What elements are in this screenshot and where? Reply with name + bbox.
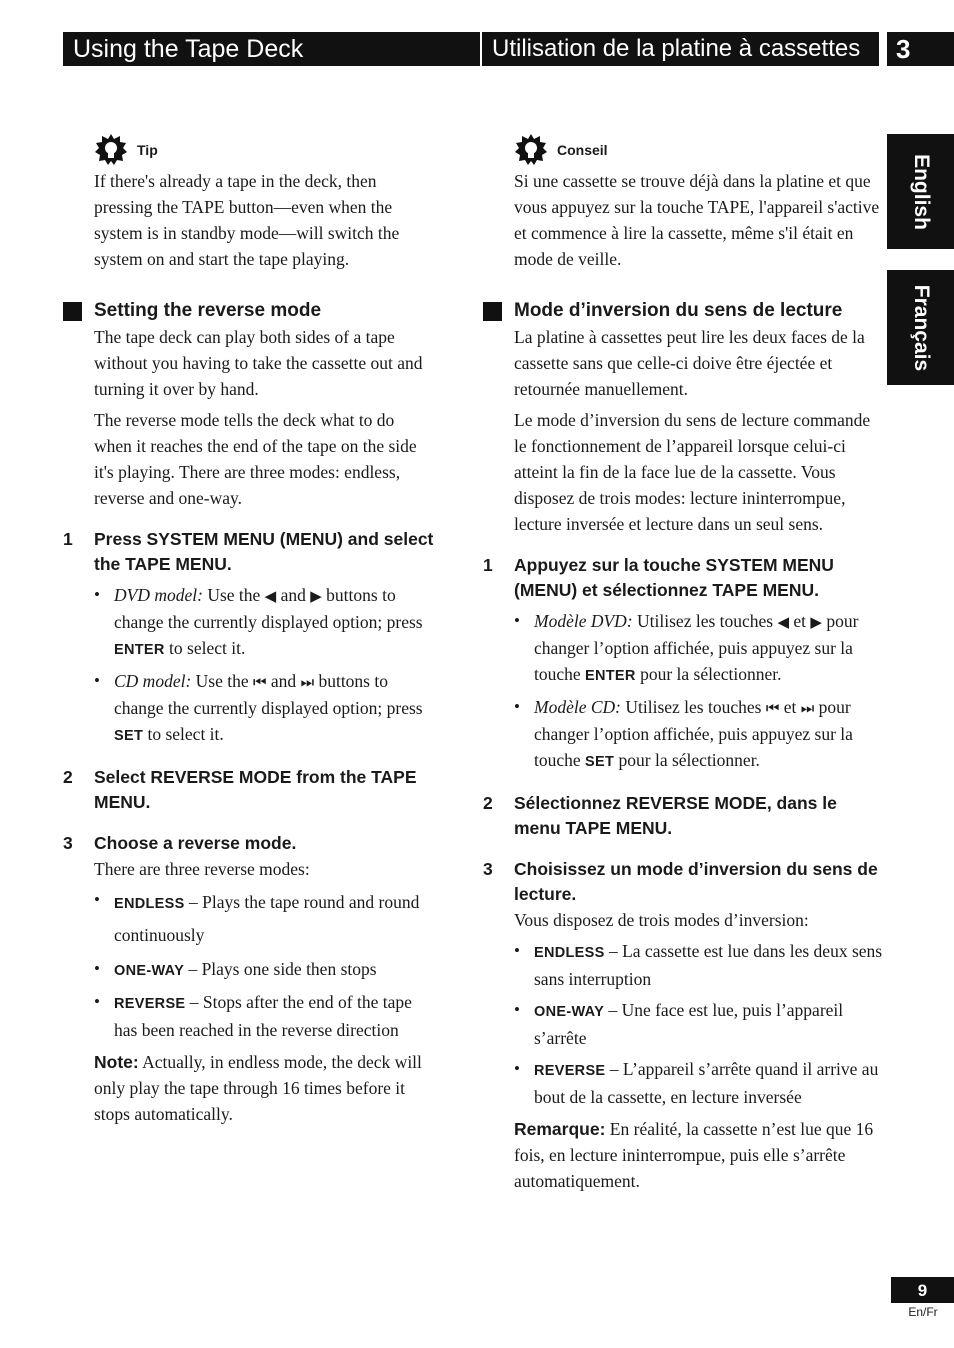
step-text: Press SYSTEM MENU (MENU) and select the TAPE MENU. (94, 529, 434, 574)
section-marker (63, 302, 82, 321)
note-label: Note: (94, 1052, 139, 1072)
language-tab-english (887, 134, 954, 249)
model-label: Modèle DVD: (534, 611, 633, 631)
step-text: Select REVERSE MODE from the TAPE MENU. (94, 767, 417, 812)
mode-key: REVERSE (114, 996, 186, 1012)
list-item: • ONE-WAY – Plays one side then stops (94, 959, 377, 979)
section-title: Mode d’inversion du sens de lecture (514, 300, 843, 321)
model-label: CD model: (114, 671, 192, 691)
step-text: Choose a reverse mode. (94, 833, 297, 853)
note-label: Remarque: (514, 1119, 606, 1139)
section-heading (63, 298, 435, 324)
section-title: Setting the reverse mode (94, 300, 322, 321)
tip-label: Tip (137, 142, 158, 158)
paragraph: La platine à cassettes peut lire les deux faces de la cassette sans que celle-ci doive être éjectée et retournée manuellement. (514, 327, 865, 399)
step-number: 1 (483, 555, 493, 575)
chapter-number: 3 (887, 32, 954, 66)
list-item: • ENDLESS – La cassette est lue dans les deux sens sans interruption (514, 941, 883, 989)
mode-key: REVERSE (534, 1063, 606, 1079)
model-label: Modèle CD: (534, 697, 621, 717)
key-label: ENTER (114, 642, 165, 658)
list-item: • ONE-WAY – Une face est lue, puis l’appareil s’arrête (514, 1000, 844, 1048)
right-arrow-icon: ▶ (310, 587, 322, 605)
mode-key: ONE-WAY (534, 1004, 605, 1020)
header-title-english: Using the Tape Deck (63, 32, 480, 66)
model-label: DVD model: (114, 585, 203, 605)
page-number: 9 (891, 1277, 954, 1303)
list-item: • DVD model: Use the ◀ and ▶ buttons to change the currently displayed option; press ENTER to select it. (94, 585, 423, 658)
french-column (483, 132, 883, 1194)
header-title-french: Utilisation de la platine à cassettes (482, 32, 879, 66)
section-heading (483, 298, 883, 324)
list-item: • Modèle CD: Utilisez les touches ⏮ et ⏭ pour changer l’option affichée, puis appuyez sur la touche SET pour la sélectionner. (514, 697, 853, 770)
lightbulb-icon (514, 133, 548, 167)
key-label: ENTER (585, 668, 636, 684)
step-2 (63, 765, 435, 815)
step-3 (63, 831, 435, 856)
language-tab-english-label: English (909, 153, 933, 230)
section-marker (483, 302, 502, 321)
mode-key: ONE-WAY (114, 963, 185, 979)
language-tab-french (887, 270, 954, 385)
tip-text: If there's already a tape in the deck, then pressing the TAPE button—even when the system is in standby mode—will switch the system on and start the tape playing. (94, 171, 400, 269)
step-2 (483, 791, 883, 841)
previous-track-icon: ⏮ (253, 673, 267, 691)
list-item: • REVERSE – L’appareil s’arrête quand il arrive au bout de la cassette, en lecture inversée (514, 1059, 879, 1107)
previous-track-icon: ⏮ (765, 699, 780, 717)
right-arrow-icon: ▶ (810, 613, 822, 631)
lightbulb-icon (94, 133, 128, 167)
list-item: • ENDLESS – Plays the tape round and round continuously (94, 890, 420, 945)
tip-block (483, 132, 883, 272)
step-number: 2 (63, 767, 73, 787)
key-label: SET (585, 754, 615, 770)
left-arrow-icon: ◀ (264, 587, 277, 605)
step-1 (63, 527, 435, 577)
step-text: Sélectionnez REVERSE MODE, dans le menu TAPE MENU. (514, 793, 837, 838)
step-number: 1 (63, 529, 73, 549)
tip-text: Si une cassette se trouve déjà dans la platine et que vous appuyez sur la touche TAPE, l'appareil s'active et commence à lire la cassette, même s'il était en mode de veille. (514, 171, 880, 269)
language-code: En/Fr (908, 1305, 938, 1319)
language-tab-french-label: Français (909, 284, 933, 371)
next-track-icon: ⏭ (800, 699, 815, 717)
step-text: Appuyez sur la touche SYSTEM MENU (MENU) et sélectionnez TAPE MENU. (514, 555, 834, 600)
step-3 (483, 857, 883, 907)
step-number: 2 (483, 793, 493, 813)
key-label: SET (114, 728, 144, 744)
tip-label: Conseil (557, 142, 608, 158)
note (483, 1116, 883, 1194)
note-text: Actually, in endless mode, the deck will only play the tape through 16 times before it stops automatically. (94, 1052, 422, 1124)
paragraph: The reverse mode tells the deck what to do when it reaches the end of the tape on the side it's playing. There are three modes: endless, reverse and one-way. (94, 410, 417, 508)
left-arrow-icon: ◀ (777, 613, 790, 631)
paragraph: The tape deck can play both sides of a tape without you having to take the cassette out and turning it over by hand. (94, 327, 423, 399)
note-text: En réalité, la cassette n’est lue que 16 fois, en lecture ininterrompue, puis elle s’arrête automatiquement. (514, 1119, 874, 1191)
paragraph: Le mode d’inversion du sens de lecture commande le fonctionnement de l’appareil lorsque celui-ci atteint la fin de la face lue de la cassette. Vous disposez de trois modes: lecture ininterrompue, lecture inversée et lecture dans un seul sens. (514, 410, 871, 534)
note (63, 1049, 435, 1127)
mode-key: ENDLESS (534, 945, 605, 961)
list-item: • Modèle DVD: Utilisez les touches ◀ et ▶ pour changer l’option affichée, puis appuyez sur la touche ENTER pour la sélectionner. (514, 611, 859, 684)
list-item: • REVERSE – Stops after the end of the tape has been reached in the reverse direction (94, 992, 412, 1040)
next-track-icon: ⏭ (300, 673, 315, 691)
english-column (63, 132, 435, 1127)
step-number: 3 (63, 833, 73, 853)
tip-block (63, 132, 435, 272)
list-item: • CD model: Use the ⏮ and ⏭ buttons to change the currently displayed option; press SET to select it. (94, 671, 423, 744)
paragraph: There are three reverse modes: (94, 859, 310, 879)
paragraph: Vous disposez de trois modes d’inversion: (514, 910, 809, 930)
step-1 (483, 553, 883, 603)
step-text: Choisissez un mode d’inversion du sens de lecture. (514, 859, 878, 904)
step-number: 3 (483, 859, 493, 879)
mode-key: ENDLESS (114, 896, 185, 912)
